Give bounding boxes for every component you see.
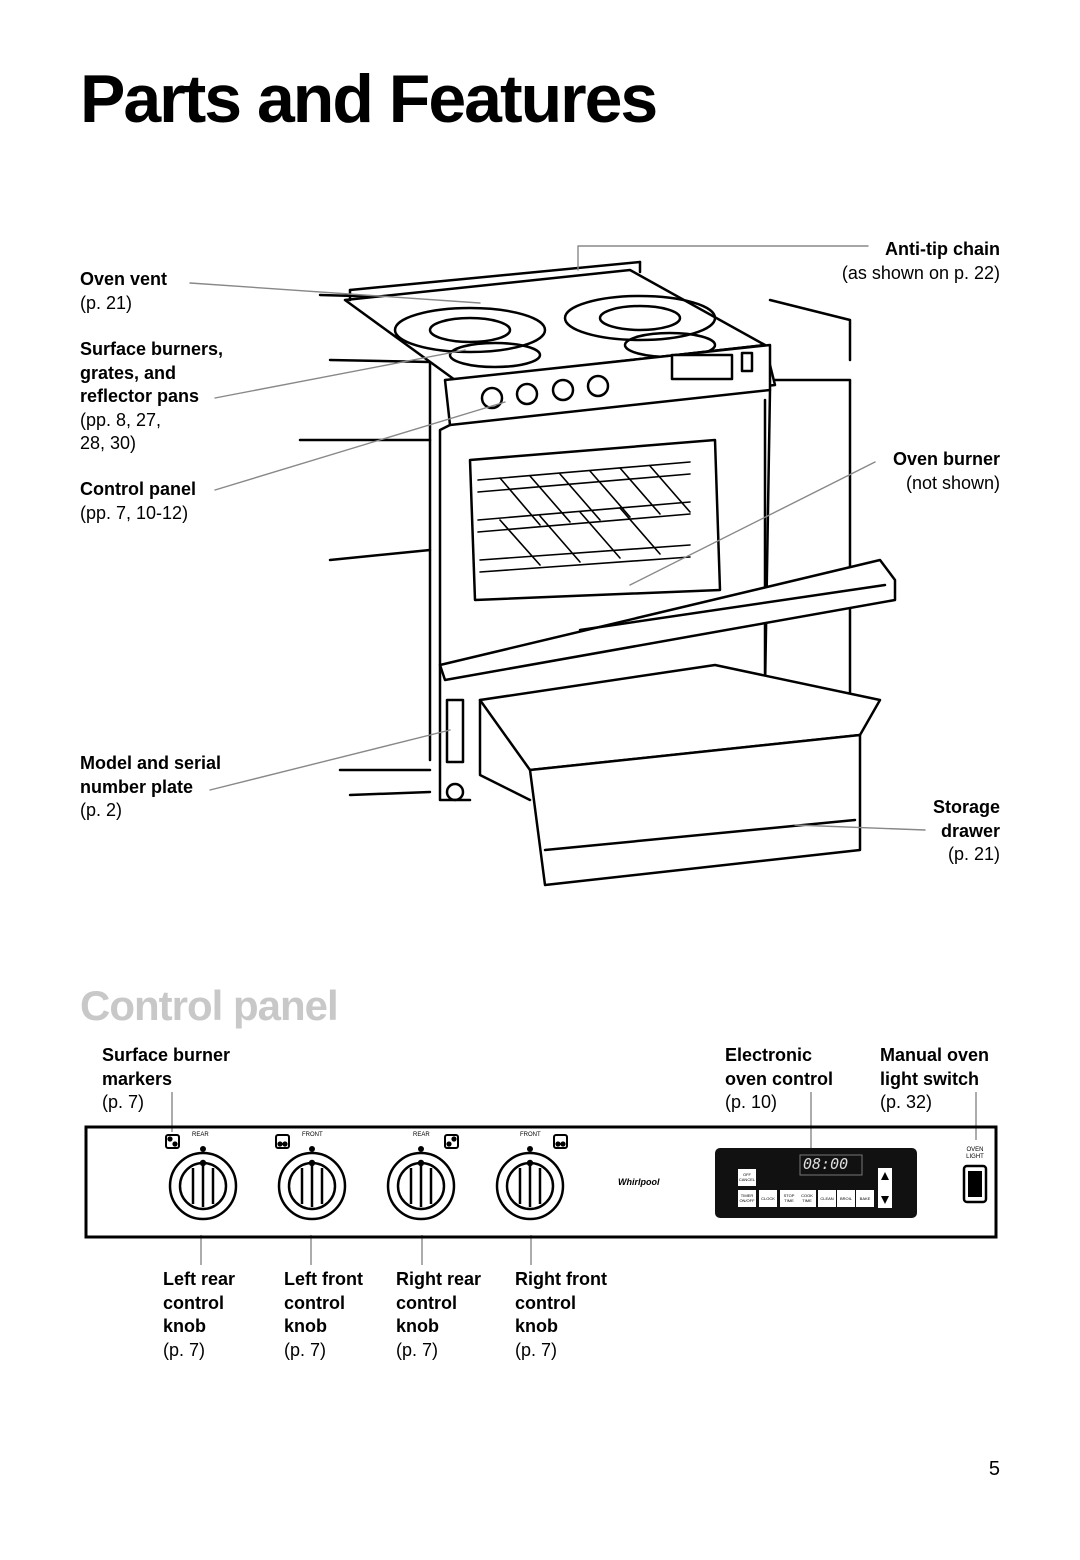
button-broil[interactable]: BROIL — [839, 1196, 852, 1201]
label-right-rear-knob — [396, 1268, 481, 1362]
button-cook-time[interactable]: COOK TIME — [801, 1193, 813, 1203]
label-name: Storage drawer — [932, 797, 1000, 841]
label-ref: (not shown) — [905, 472, 1000, 493]
label-ref: (p. 7) — [163, 1339, 206, 1360]
section-title: Control panel — [80, 982, 338, 1029]
marker-front-1: FRONT — [302, 1132, 323, 1138]
label-name: Oven burner — [892, 449, 1000, 469]
button-off-cancel[interactable]: OFF CANCEL — [738, 1172, 756, 1182]
label-ref: (p. 2) — [80, 800, 123, 820]
label-ref: (p. 10) — [725, 1092, 778, 1112]
label-name: Right rear control knob — [396, 1269, 482, 1336]
label-ref: (p. 7) — [284, 1339, 327, 1360]
label-name: Oven vent — [80, 269, 168, 289]
label-ref: (pp. 7, 10-12) — [80, 502, 189, 523]
label-ref: (p. 7) — [515, 1339, 558, 1360]
label-name: Control panel — [80, 479, 196, 499]
marker-front-2: FRONT — [520, 1132, 541, 1138]
label-ref: (p. 21) — [947, 844, 1000, 864]
label-left-front-knob — [284, 1268, 363, 1362]
page-number: 5 — [988, 1458, 1000, 1480]
label-ref: (p. 7) — [102, 1092, 145, 1112]
label-name: Manual oven light switch — [880, 1045, 990, 1089]
button-clock[interactable]: CLOCK — [761, 1196, 775, 1201]
label-ref: (p. 21) — [80, 292, 133, 313]
button-bake[interactable]: BAKE — [859, 1196, 871, 1201]
marker-rear-2: REAR — [413, 1132, 430, 1138]
button-timer[interactable]: TIMER ON/OFF — [739, 1193, 755, 1203]
knob-left-rear — [170, 1153, 236, 1219]
brand-logo: Whirlpool — [618, 1177, 660, 1187]
knob-left-front — [279, 1153, 345, 1219]
label-name: Left front control knob — [284, 1269, 363, 1336]
label-right-front-knob — [515, 1268, 607, 1362]
label-name: Model and serial number plate — [80, 753, 222, 797]
label-name: Electronic oven control — [725, 1045, 834, 1089]
label-name: Surface burner markers — [102, 1045, 231, 1089]
label-left-rear-knob — [163, 1268, 235, 1362]
page-title: Parts and Features — [80, 61, 657, 137]
marker-rear-1: REAR — [192, 1132, 209, 1138]
oven-light-label: OVEN LIGHT — [966, 1147, 984, 1160]
label-ref: (as shown on p. 22) — [841, 262, 1000, 283]
label-name: Right front control knob — [515, 1269, 607, 1336]
oven-display: 08:00 — [803, 1155, 849, 1173]
knob-right-rear — [388, 1153, 454, 1219]
button-stop-time[interactable]: STOP TIME — [783, 1193, 795, 1203]
control-knobs — [170, 1153, 563, 1219]
label-ref: (pp. 8, 27, 28, 30) — [80, 409, 162, 453]
label-name: Left rear control knob — [163, 1269, 236, 1336]
burner-marker-icons — [166, 1135, 567, 1151]
knob-right-front — [497, 1153, 563, 1219]
label-name: Surface burners, grates, and reflector pans — [80, 339, 224, 406]
button-clean[interactable]: CLEAN — [820, 1196, 834, 1201]
label-name: Anti-tip chain — [885, 239, 1000, 259]
label-ref: (p. 32) — [880, 1092, 933, 1112]
label-ref: (p. 7) — [396, 1339, 439, 1360]
